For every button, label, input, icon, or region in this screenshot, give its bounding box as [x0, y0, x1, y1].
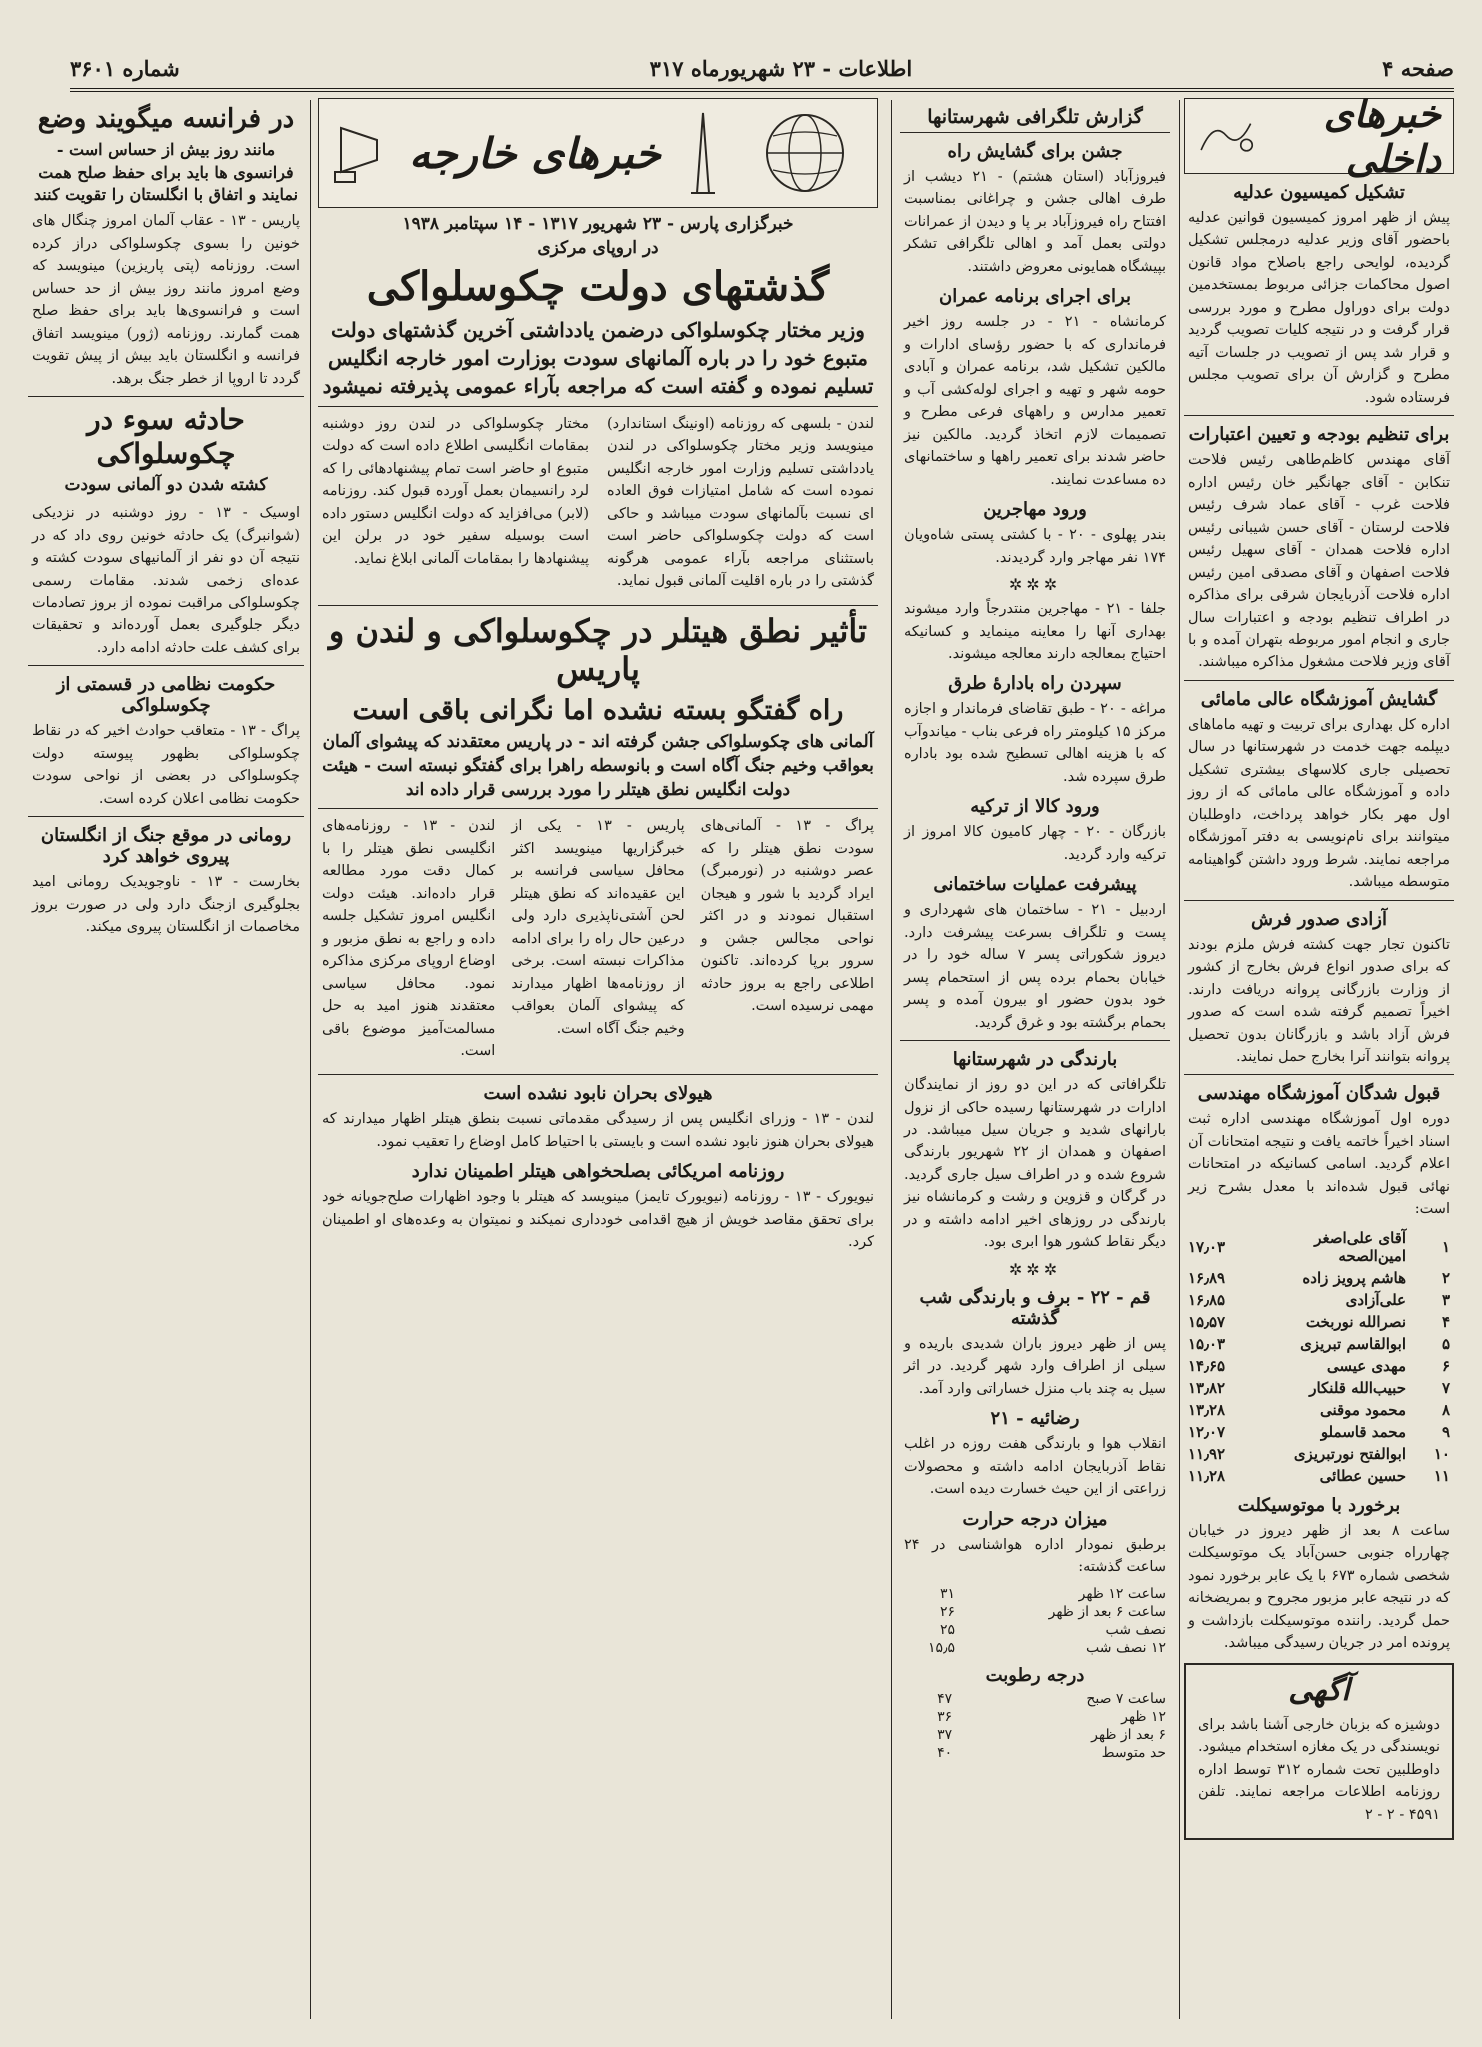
- table-row: ۴ نصرالله نوربخت ۱۵٫۵۷: [1188, 1312, 1450, 1331]
- domestic-ornament-icon: [1197, 113, 1255, 159]
- second-deck: راه گفتگو بسته نشده اما نگرانی باقی است: [352, 694, 844, 726]
- article-body: اوسیک - ۱۳ - روز دوشنبه در نزدیکی (شوانبرگ) یک حادثه خونین روی داد که در نتیجه آن دو نفر از آلمانیهای سودت کشته و عده‌ای زخمی شدند. مقامات رسمی چکوسلواکی مراقبت نموده از بروز تصادمات دیگر جلوگیری بعمل آورده‌اند و تحقیقات برای کشف علت حادثه ادامه دارد.: [32, 505, 300, 656]
- article-title: پیشرفت عملیات ساختمانی: [933, 874, 1137, 896]
- article-body: بخارست - ۱۳ - ناوجویدیک رومانی امید بجلوگیری ازجنگ دارد ولی در صورت بروز مخاصمات از انگلستان پیروی میکند.: [32, 874, 300, 936]
- article-body: پراگ - ۱۳ - آلمانی‌های سودت نطق هیتلر را که عصر دوشنبه در (نورمبرگ) ایراد گردید با شور و هیجان استقبال نمودند و در اکثر نواحی مجالس جشن و سرور برپا کرده‌اند. تاکنون اطلاعی راجع به بروز حادثه مهمی نرسیده است.: [700, 818, 874, 1015]
- gramophone-icon: [331, 118, 387, 188]
- provinces-column: [900, 98, 1170, 2023]
- article-body: پس از ظهر دیروز باران شدیدی باریده و سیلی از اطراف وارد شهر گردید. در اثر سیل به چند باب منزل خساراتی وارد آمد.: [904, 1335, 1166, 1397]
- separator-stars: ✲✲✲: [1008, 1259, 1062, 1279]
- table-row: ۹ محمد قاسملو ۱۲٫۰۷: [1188, 1422, 1450, 1441]
- article-body: لندن - ۱۳ - روزنامه‌های انگلیسی نطق هیتلر را با کمال دقت مورد مطالعه قرار داده‌اند. هیئت دولت انگلیس امروز تشکیل جلسه داده و راجع به نطق مزبور و اوضاع اروپای مرکزی مذاکره نمود. محافل سیاسی معتقدند هنوز امید به حل مسالمت‌آمیز موضوع باقی است.: [322, 818, 496, 1059]
- separator-stars: ✲✲✲: [1008, 575, 1062, 595]
- article-subtitle: کشته شدن دو آلمانی سودت: [64, 475, 268, 496]
- article-body: لندن - بلسهی که روزنامه (اونینگ استاندارد) مینویسد وزیر مختار چکوسلواکی در لندن یادداشتی تسلیم وزارت امور خارجه انگلیس نموده است که شامل امتیازات فوق العاده ای نسبت بآلمانهای سودت میباشد و حاکی است که دولت چکوسلواکی حاضر است باستثنای مراجعه بآراء عمومی هرگونه گذشتی را در باره اقلیت آلمانی قبول نماید.: [607, 416, 874, 590]
- issue-number: شماره ۳۶۰۱: [70, 55, 180, 81]
- article-body: پراگ - ۱۳ - متعاقب حوادث اخیر که در نقاط چکوسلواکی بظهور پیوسته دولت چکوسلواکی در بعضی از نواحی سودت حکومت نظامی اعلان کرده است.: [32, 723, 300, 807]
- table-row: ۲ هاشم پرویز زاده ۱۶٫۸۹: [1188, 1268, 1450, 1287]
- table-row: ۸ محمود موقنی ۱۳٫۲۸: [1188, 1400, 1450, 1419]
- article-body: فیروزآباد (استان هشتم) - ۲۱ دیشب از طرف اهالی جشن و چراغانی بمناسبت افتتاح راه فیروزآباد بر پا و دیدن از عمرانات دولتی بعمل آمد و اهالی تلگرافی تشکر بپیشگاه همایونی معروض داشتند.: [904, 169, 1166, 275]
- notice-box: [1184, 1663, 1454, 1840]
- page-number: صفحه ۴: [1382, 55, 1454, 81]
- article-title: حکومت نظامی در قسمتی از چکوسلواکی: [56, 674, 276, 717]
- article-title: سپردن راه بادارهٔ طرق: [948, 673, 1122, 695]
- humidity-title: درجه رطوبت: [985, 1664, 1085, 1686]
- paper-date: اطلاعات - ۲۳ شهریورماه ۳۱۷: [649, 55, 913, 81]
- article-title: ورود کالا از ترکیه: [970, 796, 1100, 818]
- table-row: ۱۲ ظهر ۳۶: [937, 1708, 1166, 1725]
- article-title: حادثه سوء در چکوسلواکی: [87, 403, 245, 470]
- article-body: تلگرافاتی که در این دو روز از نمایندگان ادارات در شهرستانها رسیده حاکی از نزول بارانهای شدید و جریان سیل میباشد. در اصفهان و همدان از ۲۲ شهریور بارندگی شروع شده و در اطراف سیل جاری گردید. در گرگان و قزوین و رشت و کرمانشاه نیز بارندگی در روزهای اخیر ادامه داشته و در دیگر نقاط کشور هوا ابری بود.: [904, 1077, 1166, 1251]
- article-body: تاکنون تجار جهت کشته فرش ملزم بودند که برای صدور انواع فرش بخارج از کشور از وزارت بازرگانی پروانه دریافت دارند. اخیراً تصمیم گرفته شده است که صدور فرش آزاد باشد و بازرگانان بدون تحصیل پروانه بتوانند آنرا بخارج حمل نمایند.: [1188, 936, 1450, 1065]
- article-body: بندر پهلوی - ۲۰ - با کشتی پستی شاه‌ویان ۱۷۴ نفر مهاجر وارد گردیدند.: [904, 527, 1166, 566]
- article-title: تشکیل کمیسیون عدلیه: [1233, 182, 1405, 203]
- article-body: جلفا - ۲۱ - مهاجرین منتدرجاً وارد میشوند بهداری آنها را معاینه مینماید و کسانیکه احتیاج بمعالجه دارند معالجه میشوند.: [904, 601, 1166, 662]
- article-body: کرمانشاه - ۲۱ - در جلسه روز اخیر فرمانداری که با حضور رؤسای ادارات و مالکین تشکیل شد، برنامه عمران و آبادی حومه شهر و تهیه و اجرای لوله‌کشی آب و تعمیر مدارس و راههای فرعی مطرح و تصمیمات لازم اتخاذ گردید. مالکین نیز حاضر شدند برای تعمیر راهها و ساختمانهای ده مساعدت نمایند.: [904, 314, 1166, 488]
- temperature-intro: برطبق نمودار اداره هواشناسی در ۲۴ ساعت گذشته:: [904, 1536, 1166, 1576]
- article-title: بارندگی در شهرستانها: [952, 1049, 1118, 1071]
- article-body: مختار چکوسلواکی در لندن روز دوشنبه بمقامات انگلیسی اطلاع داده است که دولت متبوع او حاضر است تمام پیشنهادهائی را که لرد رانسیمان بعمل آورده قبول کند. روزنامه (لابر) می‌افزاید که دولت انگلیس دستور داده است بوسیله سفیر خود در برلن این پیشنهادها را بمقامات آلمانی ابلاغ نماید.: [322, 416, 589, 567]
- notice-body: دوشیزه که بزبان خارجی آشنا باشد برای نویسندگی در یک مغازه استخدام میشود. داوطلبین تحت شماره ۳۱۲ توسط اداره روزنامه اطلاعات مراجعه نمایند. تلفن ۴۵۹۱ - ۲ - ۲: [1198, 1716, 1440, 1823]
- article-title: رومانی در موقع جنگ از انگلستان پیروی خواهد کرد: [40, 825, 292, 868]
- table-row: ۱ آقای علی‌اصغر امین‌الصحه ۱۷٫۰۳: [1188, 1228, 1450, 1265]
- article-body: اداره کل بهداری برای تربیت و تهیه ماماهای دیپلمه جهت خدمت در شهرستانها در سال تحصیلی جاری کلاسهای بیشتری تشکیل داده و آموزشگاه عالی مامائی که از روز اول مهر بکار خواهد پرداخت، داوطلبان میتوانند برای نام‌نویسی به دفتر آموزشگاه مراجعه نمایند. شرط ورود داشتن گواهینامه متوسطه میباشد.: [1188, 716, 1450, 891]
- article-title: گشایش آموزشگاه عالی مامائی: [1200, 688, 1438, 710]
- article-body: پیش از ظهر امروز کمیسیون قوانین عدلیه باحضور آقای وزیر عدلیه درمجلس تشکیل گردیده، لوایحی راجع باصلاح مواد قانون اصول محاکمات جزائی مربوط بمستخدمین دولت برای دوراول مطرح و مورد بررسی قرار گرفت و در نتیجه کلیات تصویب گردید و قرار شد پس از تصویب در جلسات آتیه مطرح و گزارش آن برای تصویب مجلس فرستاده شود.: [1188, 210, 1450, 406]
- table-row: ۱۲ نصف شب ۱۵٫۵: [927, 1639, 1166, 1656]
- article-body: دوره اول آموزشگاه مهندسی اداره ثبت اسناد اخیراً خاتمه یافت و نتیجه امتحانات آن اعلام گردید. اسامی کسانیکه در امتحانات نهائی قبول شده‌اند با معدل بشرح زیر است:: [1188, 1111, 1450, 1218]
- article-title: قبول شدگان آموزشگاه مهندسی: [1197, 1083, 1441, 1105]
- domestic-banner: [1184, 98, 1454, 181]
- region-label: در اروپای مرکزی: [537, 238, 659, 258]
- article-title: ورود مهاجرین: [983, 499, 1087, 521]
- article-title: در فرانسه میگویند وضع: [37, 104, 295, 134]
- article-title: برای تنظیم بودجه و تعیین اعتبارات: [1188, 424, 1450, 446]
- table-row: حد متوسط ۴۰: [937, 1744, 1166, 1761]
- article-body: انقلاب هوا و بارندگی هفت روزه در اغلب نقاط آذربایجان ادامه داشته و محصولات زراعتی از این حیث خسارت دیده است.: [904, 1436, 1166, 1498]
- article-body: آقای مهندس کاظم‌طاهی رئیس فلاحت تنکابن - آقای جهانگیر خان رئیس اداره فلاحت غرب - آقای عماد شرف رئیس فلاحت لرستان - آقای حسن شیبانی رئیس اداره فلاحت همدان - آقای سهیل رئیس فلاحت اصفهان و آقای مصدقی امین رئیس اداره فلاحت آذربایجان شرقی برای مذاکره در اطراف تنظیم بودجه و اعتبارات سال جاری و انجام امور مربوطه بتهران آمده و با آقای وزیر فلاحت مشغول مذاکره میباشند.: [1188, 452, 1450, 671]
- notice-title: آگهی: [1288, 1672, 1350, 1708]
- main-headline: گذشتهای دولت چکوسلواکی: [366, 263, 830, 310]
- article-title: روزنامه امریکائی بصلحخواهی هیتلر اطمینان ندارد: [411, 1161, 785, 1183]
- table-row: ۱۱ حسین عطائی ۱۱٫۲۸: [1188, 1466, 1450, 1485]
- foreign-banner: [318, 98, 878, 208]
- article-title: جشن برای گشایش راه: [947, 141, 1123, 162]
- graduates-table: [1184, 1227, 1454, 1487]
- humidity-table: [900, 1690, 1170, 1762]
- table-row: ۶ مهدی عیسی ۱۴٫۶۵: [1188, 1356, 1450, 1375]
- temperature-title: میزان درجه حرارت: [962, 1508, 1108, 1530]
- main-deck: وزیر مختار چکوسلواکی درضمن یادداشتی آخرین گذشتهای دولت متبوع خود را در باره آلمانهای سودت بوزارت امور خارجه انگلیس تسلیم نموده و گفته است که مراجعه بآراء عمومی پذیرفته نمیشود: [322, 318, 874, 398]
- article-subtitle: مانند روز بیش از حساس است - فرانسوی ها باید برای حفظ صلح همت نمایند و اتفاق با انگلستان را تقویت کنند: [33, 140, 299, 204]
- domestic-column: [1184, 98, 1454, 2023]
- domestic-banner-title: خبرهای داخلی: [1323, 98, 1441, 181]
- article-body: پاریس - ۱۳ - عقاب آلمان امروز چنگال های خونین را بسوی چکوسلواکی دراز کرده است. روزنامه (پتی پاریزین) مینویسد که وضع امروز مانند روز بیش از حد حساس است و فرانسوی‌ها باید برای حفظ صلح همت گمارند. روزنامه (ژور) مینویسد اتفاق فرانسه و انگلستان باید بیش از پیش تقویت گردد تا اروپا از خطر جنگ برهد.: [32, 213, 300, 387]
- article-body: بازرگان - ۲۰ - چهار کامیون کالا امروز از ترکیه وارد گردید.: [904, 824, 1166, 863]
- table-row: نصف شب ۲۵: [940, 1621, 1166, 1638]
- third-deck: آلمانی های چکوسلواکی جشن گرفته اند - در پاریس معتقدند که پیشوای آلمان بعواقب وخیم جنگ آگاه است و بانوسطه راهرا برای گفتگو نبسته است - هیئت دولت انگلیس نطق هیتلر را مورد بررسی قرار داده اند: [322, 731, 874, 800]
- table-row: ۳ علی‌آزادی ۱۶٫۸۵: [1188, 1290, 1450, 1309]
- table-row: ساعت ۶ بعد از ظهر ۲۶: [940, 1603, 1166, 1620]
- article-body: مراغه - ۲۰ - طبق تقاضای فرماندار و اجازه مرکز ۱۵ کیلومتر راه فرعی بناب - میاندوآب که با هزینه اهالی تسطیح شده بود باداره طرق سپرده شد.: [904, 701, 1166, 785]
- table-row: ۱۰ ابوالفتح نورتبریزی ۱۱٫۹۲: [1188, 1444, 1450, 1463]
- dateline: خبرگزاری پارس - ۲۳ شهریور ۱۳۱۷ - ۱۴ سپتامبر ۱۹۳۸: [402, 214, 794, 234]
- article-body: نیویورک - ۱۳ - روزنامه (نیویورک تایمز) مینویسد که هیتلر با وجود اظهارات صلح‌جویانه خود برای تحقق مقاصد خویش از هیچ اقدامی خودداری نمیکند و نمیتوان به وعده‌های او اطمینان کرد.: [322, 1189, 874, 1251]
- temperature-table: [900, 1585, 1170, 1657]
- article-body: اردبیل - ۲۱ - ساختمان های شهرداری و پست و تلگراف بسرعت پیشرفت دارد. دیروز شکوراتی پسر ۷ ساله خود را در خیابان بحمام برده پس از استحمام پسر خود بدون حضور او بیرون آمده و پسر بحمام برگشته بود و غرق گردید.: [904, 902, 1167, 1031]
- table-row: ۵ ابوالقاسم تبریزی ۱۵٫۰۳: [1188, 1334, 1450, 1353]
- article-title: قم - ۲۲ - برف و بارندگی شب گذشته: [919, 1286, 1151, 1329]
- article-title: آزادی صدور فرش: [1251, 908, 1387, 930]
- foreign-column: [318, 98, 878, 2023]
- table-row: ۷ حبیب‌الله قلنکار ۱۳٫۸۲: [1188, 1378, 1450, 1397]
- tower-icon: [683, 108, 723, 198]
- article-title: هیولای بحران نابود نشده است: [483, 1083, 713, 1105]
- table-row: ساعت ۷ صبح ۴۷: [937, 1690, 1166, 1707]
- foreign-banner-title: خبرهای خارجه: [409, 128, 661, 178]
- globe-icon: [745, 108, 865, 198]
- second-headline: تأثیر نطق هیتلر در چکوسلواکی و لندن و پاریس: [328, 611, 868, 689]
- article-title: برخورد با موتوسیکلت: [1237, 1494, 1401, 1516]
- article-body: پاریس - ۱۳ - یکی از خبرگزاریها مینویسد اکثر محافل سیاسی فرانسه بر این عقیده‌اند که نطق هیتلر لحن آشتی‌ناپذیری دارد ولی درعین حال راه را برای ادامه مذاکرات نبسته است. برخی از روزنامه‌ها اظهار میدارند که پیشوای آلمان بعواقب وخیم جنگ آگاه است.: [511, 818, 685, 1037]
- article-body: ساعت ۸ بعد از ظهر دیروز در خیابان چهارراه جنوبی حسن‌آباد یک موتوسیکلت شخصی شماره ۶۷۳ با یک عابر برخورد نمود که در نتیجه عابر مزبور مجروح و بمریضخانه حمل گردید. راننده موتوسیکلت بازداشت و پرونده امر در جریان رسیدگی میباشد.: [1188, 1522, 1450, 1652]
- telegraph-heading: گزارش تلگرافی شهرستانها: [900, 102, 1170, 133]
- table-row: ساعت ۱۲ ظهر ۳۱: [940, 1585, 1166, 1602]
- article-title: رضائیه - ۲۱: [990, 1408, 1080, 1430]
- table-row: ۶ بعد از ظهر ۳۷: [937, 1726, 1166, 1743]
- article-title: برای اجرای برنامه عمران: [938, 286, 1131, 308]
- masthead: [70, 48, 1454, 92]
- france-column: [28, 98, 304, 2023]
- article-body: لندن - ۱۳ - وزرای انگلیس پس از رسیدگی مقدماتی نسبت بنطق هیتلر اظهار میدارند که هیولای بحران هنوز نابود نشده است و بایستی با احتیاط کامل اوضاع را تعقیب نمود.: [322, 1111, 874, 1150]
